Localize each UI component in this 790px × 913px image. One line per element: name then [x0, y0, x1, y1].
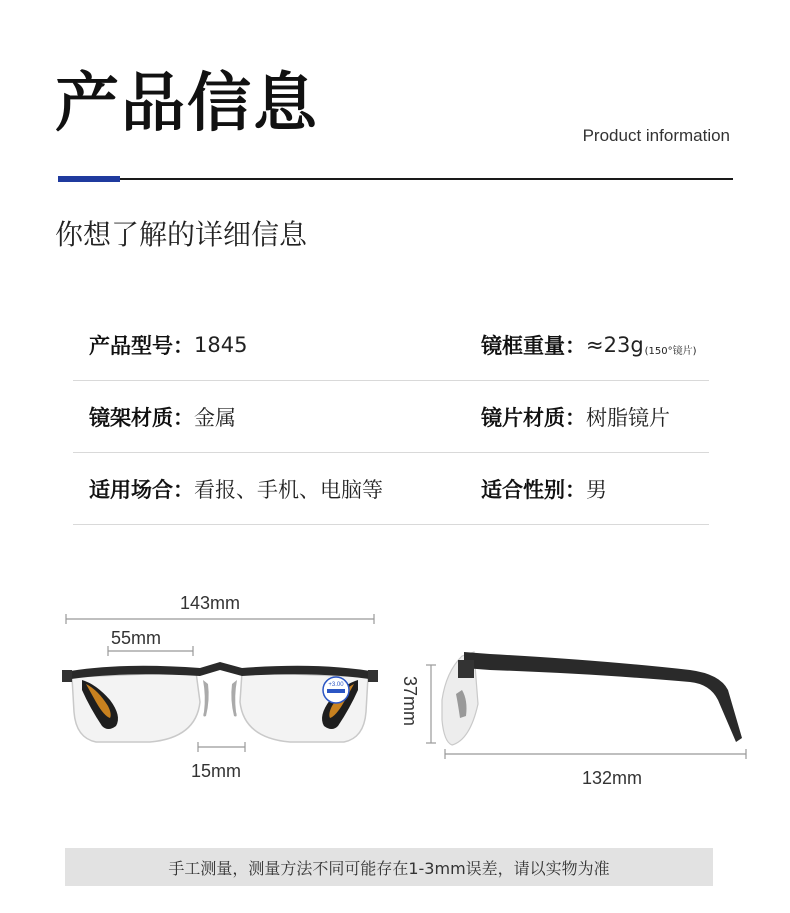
spec-note: (150°镜片) — [644, 345, 697, 357]
spec-value: 看报、手机、电脑等 — [194, 478, 383, 502]
section-subtitle: 你想了解的详细信息 — [55, 218, 308, 251]
spec-label: 适合性别： — [481, 478, 586, 502]
bridge-width-label: 15mm — [191, 761, 242, 781]
spec-value: 金属 — [194, 406, 236, 430]
frame-height-label: 37mm — [400, 676, 420, 727]
spec-value: 树脂镜片 — [586, 406, 670, 430]
spec-value: 1845 — [194, 333, 248, 357]
right-nose-pad — [231, 680, 237, 717]
spec-value: 男 — [586, 478, 607, 502]
left-nose-pad — [203, 680, 209, 717]
spec-label: 镜框重量： — [481, 334, 586, 358]
page-title-english: Product information — [582, 126, 730, 145]
lens-width-label: 55mm — [111, 628, 162, 648]
left-hinge — [62, 670, 72, 682]
temple-length-label: 132mm — [582, 768, 643, 788]
spec-label: 镜架材质： — [89, 406, 194, 430]
lens-sticker-bar — [327, 689, 345, 693]
spec-value: ≈23g — [586, 333, 644, 357]
lens-sticker-text: +3.00 — [328, 682, 344, 688]
side-hinge — [458, 660, 474, 678]
right-hinge — [368, 670, 378, 682]
spec-label: 适用场合： — [89, 478, 194, 502]
spec-label: 镜片材质： — [481, 406, 586, 430]
side-temple-arm — [464, 652, 742, 742]
glasses-front-view — [62, 662, 378, 742]
glasses-side-view — [442, 652, 742, 745]
spec-label: 产品型号： — [89, 334, 194, 358]
page-title: 产品信息 — [55, 67, 319, 141]
total-width-label: 143mm — [180, 593, 241, 613]
measurement-disclaimer: 手工测量，测量方法不同可能存在1-3mm误差，请以实物为准 — [65, 848, 713, 886]
